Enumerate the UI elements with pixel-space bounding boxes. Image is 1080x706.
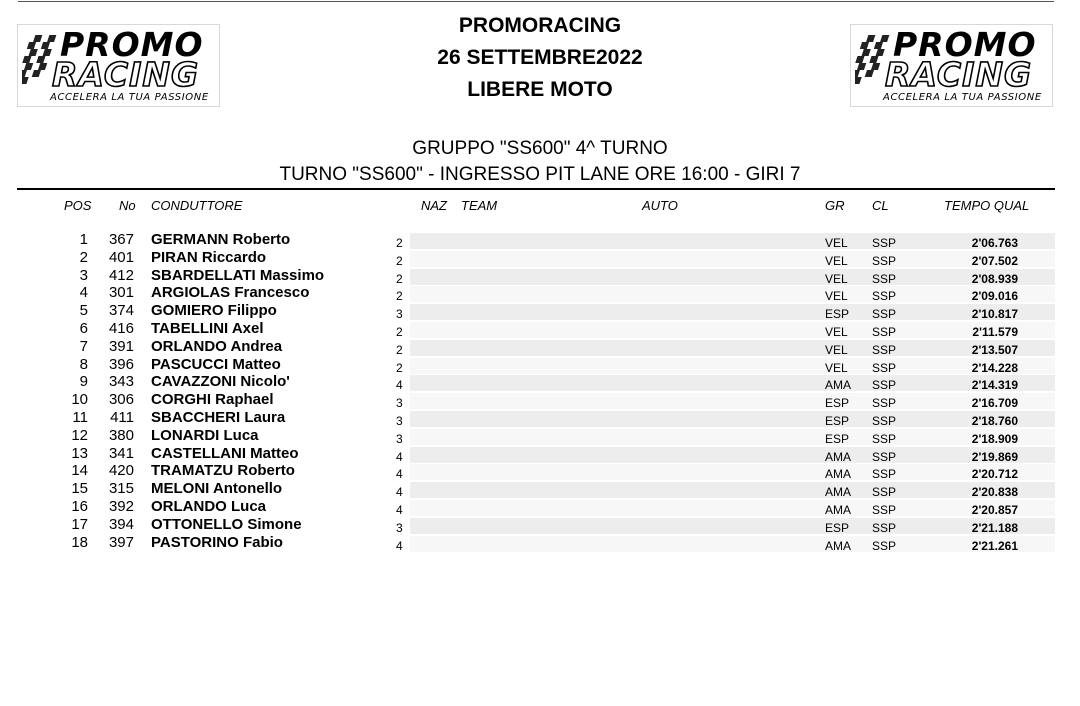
cell-time: 2'20.857 [971, 502, 1018, 517]
logo-promo-text: PROMO [60, 25, 204, 64]
cell-naz: 2 [396, 342, 403, 357]
cell-no: 341 [108, 444, 134, 462]
cell-pos: 15 [71, 480, 88, 498]
table-row [0, 231, 1080, 249]
cell-pos: 17 [71, 515, 88, 533]
cell-cl: SSP [872, 360, 897, 375]
col-header-cl: CL [872, 198, 889, 213]
cell-time: 2'16.709 [971, 396, 1018, 411]
event-date: 26 SETTEMBRE2022 [437, 46, 643, 69]
session-title: TURNO "SS600" - INGRESSO PIT LANE ORE 16:00 - GIRI 7 [279, 164, 801, 185]
cell-no: 343 [108, 373, 134, 391]
cell-gr: VEL [825, 289, 848, 304]
table-row [0, 338, 1080, 356]
cell-gr: AMA [825, 538, 852, 553]
cell-naz: 2 [396, 324, 403, 339]
event-subtitle: LIBERE MOTO [467, 78, 613, 101]
cell-pos: 10 [71, 391, 88, 409]
cell-naz: 2 [396, 289, 403, 304]
col-header-team: TEAM [461, 198, 498, 213]
cell-driver: TRAMATZU Roberto [151, 462, 295, 480]
cell-pos: 7 [79, 337, 88, 355]
cell-cl: SSP [872, 396, 897, 411]
cell-naz: 3 [396, 396, 403, 411]
cell-naz: 3 [396, 307, 403, 322]
cell-cl: SSP [872, 520, 897, 535]
table-row [0, 320, 1080, 338]
cell-gr: AMA [825, 485, 852, 500]
table-row [0, 409, 1080, 427]
col-header-no: No [119, 198, 136, 213]
cell-pos: 9 [79, 373, 88, 391]
table-row [0, 284, 1080, 302]
cell-naz: 3 [396, 431, 403, 446]
cell-pos: 4 [79, 284, 88, 302]
header-divider [17, 188, 1055, 190]
table-row [0, 373, 1080, 391]
cell-gr: VEL [825, 236, 848, 250]
table-row [0, 267, 1080, 285]
group-title: GRUPPO "SS600" 4^ TURNO [412, 138, 668, 159]
table-row [0, 302, 1080, 320]
cell-driver: SBACCHERI Laura [151, 408, 286, 426]
cell-driver: ORLANDO Andrea [151, 337, 283, 355]
cell-naz: 4 [396, 467, 403, 482]
cell-naz: 3 [396, 520, 403, 535]
cell-gr: VEL [825, 360, 848, 375]
cell-naz: 4 [396, 449, 403, 464]
col-header-pos: POS [64, 198, 92, 213]
cell-gr: ESP [825, 431, 850, 446]
cell-naz: 4 [396, 538, 403, 553]
cell-time: 2'19.869 [971, 449, 1018, 464]
cell-cl: SSP [872, 271, 897, 286]
table-row [0, 445, 1080, 463]
cell-cl: SSP [872, 324, 897, 339]
cell-driver: TABELLINI Axel [151, 319, 264, 337]
cell-cl: SSP [872, 342, 897, 357]
table-row [0, 462, 1080, 480]
table-row [0, 498, 1080, 516]
cell-no: 397 [108, 533, 134, 551]
cell-time: 2'20.838 [971, 485, 1018, 500]
cell-driver: SBARDELLATI Massimo [151, 266, 325, 284]
cell-pos: 14 [71, 462, 88, 480]
cell-pos: 11 [72, 408, 88, 426]
table-row [0, 427, 1080, 445]
cell-naz: 4 [396, 502, 403, 517]
logo-racing-text: RACING [52, 55, 200, 94]
cell-pos: 3 [79, 266, 88, 284]
cell-gr: VEL [825, 253, 848, 268]
cell-pos: 18 [71, 533, 88, 551]
cell-driver: PASTORINO Fabio [151, 533, 283, 551]
cell-no: 391 [108, 337, 134, 355]
logo-tagline: ACCELERA LA TUA PASSIONE [50, 92, 209, 103]
table-row [0, 391, 1080, 409]
cell-cl: SSP [872, 538, 897, 553]
cell-gr: AMA [825, 378, 852, 393]
cell-no: 401 [108, 248, 134, 266]
cell-pos: 8 [79, 355, 88, 373]
cell-pos: 16 [71, 497, 88, 515]
cell-no: 301 [108, 284, 134, 302]
cell-no: 411 [110, 408, 134, 426]
cell-cl: SSP [872, 502, 897, 517]
cell-cl: SSP [872, 467, 897, 482]
event-title: PROMORACING [458, 14, 622, 37]
logo-promo-text: PROMO [893, 25, 1037, 64]
logo-tagline: ACCELERA LA TUA PASSIONE [883, 92, 1042, 103]
cell-cl: SSP [872, 449, 897, 464]
cell-gr: ESP [825, 413, 850, 428]
cell-no: 420 [108, 462, 134, 480]
cell-time: 2'09.016 [971, 289, 1018, 304]
cell-cl: SSP [872, 307, 897, 322]
cell-gr: VEL [825, 271, 848, 286]
cell-driver: CORGHI Raphael [151, 391, 274, 409]
cell-time: 2'18.760 [971, 413, 1018, 428]
cell-time: 2'07.502 [971, 253, 1018, 268]
cell-naz: 2 [396, 360, 403, 375]
cell-naz: 4 [396, 485, 403, 500]
table-row [0, 534, 1080, 552]
top-divider [18, 1, 1054, 2]
cell-driver: CAVAZZONI Nicolo' [151, 373, 290, 391]
cell-no: 380 [108, 426, 134, 444]
cell-time: 2'13.507 [971, 342, 1018, 357]
col-header-gr: GR [825, 198, 845, 213]
table-row [0, 516, 1080, 534]
col-header-time: TEMPO QUAL [944, 198, 1030, 213]
cell-no: 412 [108, 266, 134, 284]
cell-cl: SSP [872, 413, 897, 428]
cell-driver: ORLANDO Luca [151, 497, 267, 515]
cell-driver: ARGIOLAS Francesco [151, 284, 310, 302]
cell-time: 2'11.579 [972, 324, 1018, 339]
cell-time: 2'14.319 [971, 378, 1018, 393]
cell-driver: MELONI Antonello [151, 480, 283, 498]
cell-naz: 2 [396, 253, 403, 268]
table-row [0, 249, 1080, 267]
cell-naz: 4 [396, 378, 403, 393]
cell-gr: ESP [825, 520, 850, 535]
col-header-auto: AUTO [642, 198, 678, 213]
cell-driver: PASCUCCI Matteo [151, 355, 281, 373]
cell-time: 2'08.939 [971, 271, 1018, 286]
cell-naz: 2 [396, 236, 403, 250]
cell-no: 374 [108, 302, 134, 320]
cell-cl: SSP [872, 485, 897, 500]
cell-no: 416 [108, 319, 134, 337]
cell-driver: PIRAN Riccardo [151, 248, 267, 266]
logo-racing-text: RACING [885, 55, 1033, 94]
cell-time: 2'20.712 [971, 467, 1018, 482]
cell-no: 315 [108, 480, 134, 498]
cell-naz: 3 [396, 413, 403, 428]
cell-time: 2'10.817 [971, 307, 1018, 322]
cell-cl: SSP [872, 378, 897, 393]
cell-driver: GOMIERO Filippo [151, 302, 277, 320]
cell-pos: 5 [79, 302, 88, 320]
cell-driver: CASTELLANI Matteo [151, 444, 299, 462]
cell-driver: OTTONELLO Simone [151, 515, 302, 533]
results-table [0, 231, 1080, 551]
cell-time: 2'21.261 [971, 538, 1018, 553]
cell-driver: LONARDI Luca [151, 426, 259, 444]
cell-gr: ESP [825, 307, 850, 322]
cell-gr: AMA [825, 467, 852, 482]
cell-pos: 12 [71, 426, 88, 444]
table-row [0, 480, 1080, 498]
cell-cl: SSP [872, 431, 897, 446]
table-row [0, 356, 1080, 374]
promoracing-logo-left [17, 24, 220, 107]
cell-pos: 2 [79, 248, 88, 266]
cell-no: 306 [108, 391, 134, 409]
cell-pos: 13 [71, 444, 88, 462]
cell-pos: 1 [79, 231, 88, 248]
cell-gr: VEL [825, 324, 848, 339]
cell-cl: SSP [872, 253, 897, 268]
cell-gr: AMA [825, 502, 852, 517]
promoracing-logo-right [850, 24, 1053, 107]
col-header-naz: NAZ [421, 198, 447, 213]
cell-driver: GERMANN Roberto [151, 231, 291, 248]
cell-no: 394 [108, 515, 134, 533]
cell-no: 367 [108, 231, 134, 248]
cell-no: 396 [108, 355, 134, 373]
cell-time: 2'21.188 [971, 520, 1018, 535]
cell-naz: 2 [396, 271, 403, 286]
cell-time: 2'14.228 [971, 360, 1018, 375]
cell-gr: AMA [825, 449, 852, 464]
cell-gr: VEL [825, 342, 848, 357]
cell-gr: ESP [825, 396, 850, 411]
cell-cl: SSP [872, 236, 897, 250]
cell-no: 392 [108, 497, 134, 515]
cell-time: 2'06.763 [971, 236, 1018, 250]
cell-pos: 6 [79, 319, 88, 337]
cell-cl: SSP [872, 289, 897, 304]
col-header-driver: CONDUTTORE [151, 198, 243, 213]
cell-time: 2'18.909 [971, 431, 1018, 446]
